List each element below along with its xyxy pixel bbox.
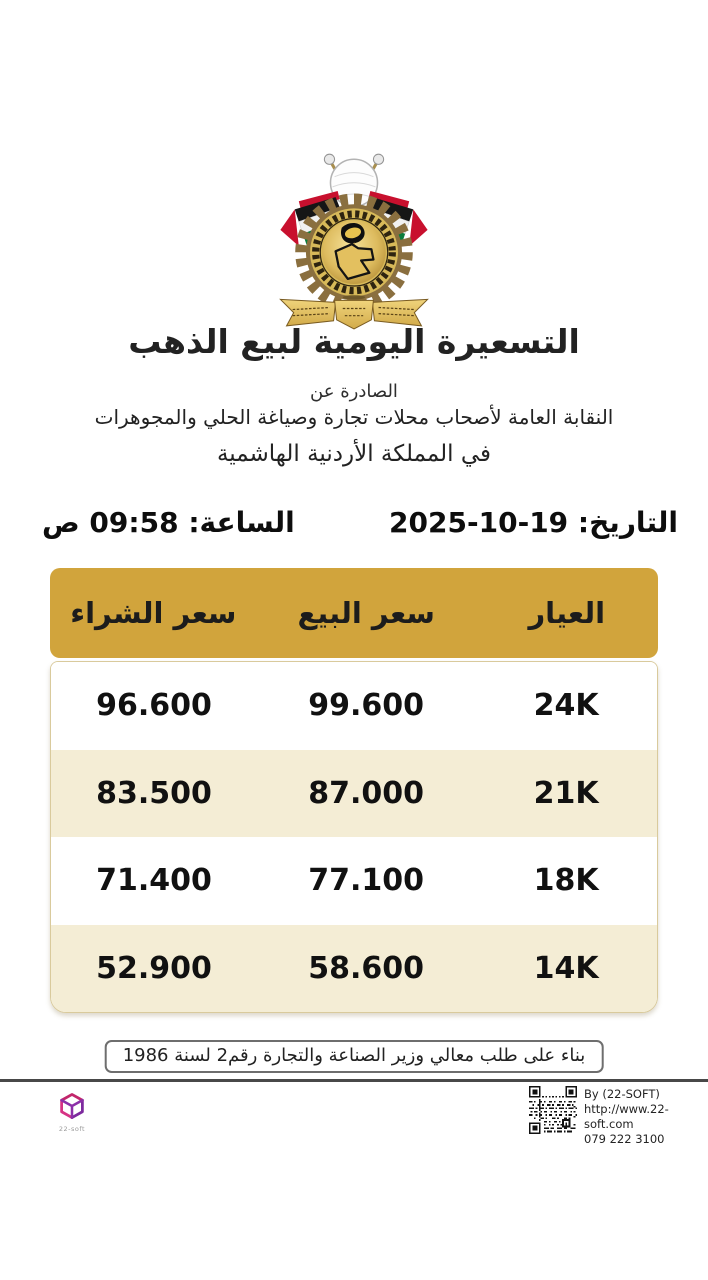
column-header-sell-price: سعر البيع [297,596,435,630]
sell-price-cell: 77.100 [308,863,425,899]
page-title: التسعيرة اليومية لبيع الذهب [128,322,580,361]
syndicate-name-line: النقابة العامة لأصحاب محلات تجارة وصياغة الحلي والمجوهرات [94,405,614,429]
date-label: التاريخ: [577,506,678,539]
datetime-row [42,506,678,539]
time-period: ص [42,506,80,539]
buy-price-cell: 71.400 [96,863,212,899]
sell-price-cell: 87.000 [308,775,425,811]
sell-price-cell: 99.600 [308,688,425,724]
brand-logo [52,1091,92,1133]
footer-divider [0,1079,708,1082]
ministerial-decree-note: بناء على طلب معالي وزير الصناعة والتجارة رقم2 لسنة 1986 [105,1040,604,1073]
date-value: 19-10-2025 [389,506,569,539]
qr-code-icon [529,1086,577,1134]
issued-by-line: الصادرة عن [310,381,398,402]
syndicate-emblem-icon [272,146,436,330]
karat-cell: 24K [533,688,599,724]
date-field [389,506,678,539]
price-table-body [50,661,658,1013]
table-row-24k [51,662,657,750]
table-row-14k [51,925,657,1013]
credit-by: By (22-SOFT) [584,1087,660,1101]
developer-credit [584,1087,708,1147]
karat-cell: 14K [533,950,599,986]
karat-cell: 18K [533,863,599,899]
time-label: الساعة: [188,506,295,539]
sell-price-cell: 58.600 [308,950,425,986]
kingdom-line: في المملكة الأردنية الهاشمية [216,441,492,467]
karat-cell: 21K [533,775,599,811]
credit-website: http://www.22-soft.com [584,1102,669,1131]
buy-price-cell: 83.500 [96,775,212,811]
column-header-buy-price: سعر الشراء [70,596,237,630]
credit-phone: 079 222 3100 [584,1132,665,1146]
table-row-18k [51,837,657,925]
time-value: 09:58 [89,506,179,539]
buy-price-cell: 96.600 [96,688,212,724]
price-table-header [50,568,658,658]
22soft-cube-icon [56,1091,88,1121]
column-header-karat: العيار [528,596,606,630]
brand-label: 22-soft [58,1125,86,1133]
table-row-21k [51,750,657,838]
buy-price-cell: 52.900 [96,950,212,986]
time-field [42,506,295,539]
